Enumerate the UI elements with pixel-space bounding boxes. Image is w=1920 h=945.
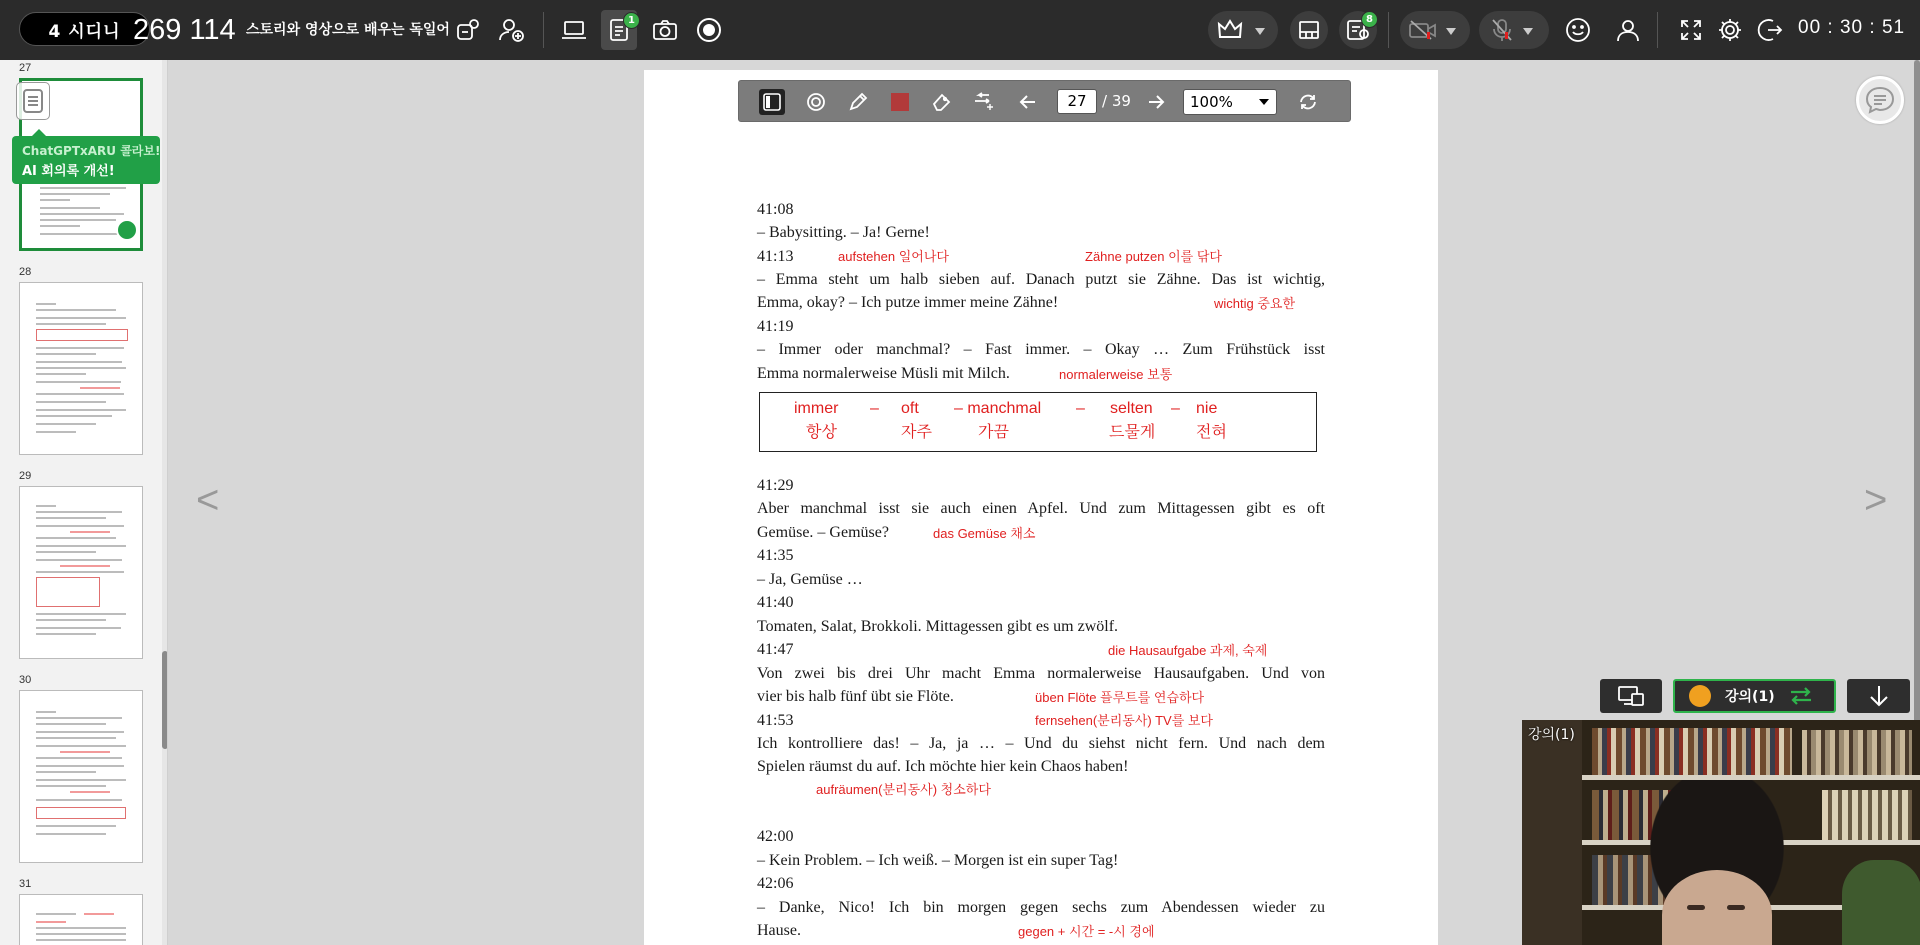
text-line: – Babysitting. – Ja! Gerne!	[757, 224, 930, 241]
attendance-icon[interactable]	[1339, 11, 1377, 49]
thumbnail-number: 31	[19, 878, 32, 890]
plant-image	[1842, 860, 1920, 945]
page-total: / 39	[1102, 92, 1131, 110]
frequency-translation: 자주	[901, 424, 932, 441]
circle-tool-icon[interactable]	[803, 89, 829, 115]
text-line: Emma, okay? – Ich putze immer meine Zähne!	[757, 294, 1059, 311]
timestamp: 41:19	[757, 318, 794, 335]
top-bar	[0, 0, 1920, 60]
timestamp: 41:35	[757, 547, 794, 564]
timestamp: 41:47	[757, 641, 794, 658]
annotation: wichtig 중요한	[1214, 296, 1296, 311]
annotation: Zähne putzen 이를 닦다	[1085, 249, 1222, 264]
camera-icon[interactable]	[650, 10, 680, 50]
chevron-down-icon	[1523, 21, 1533, 40]
document-icon[interactable]	[601, 10, 637, 50]
frequency-word: selten	[1110, 400, 1153, 417]
text-line: Aber manchmal isst sie auch einen Apfel. Und zum Mittagessen gibt es oft	[757, 500, 1325, 517]
layout-icon[interactable]	[1290, 11, 1328, 49]
video-feed[interactable]	[1522, 720, 1920, 945]
chat-icon[interactable]	[1856, 76, 1904, 124]
thumbnail-number: 27	[19, 62, 32, 74]
thumbnail-page-29[interactable]	[19, 486, 143, 659]
frequency-word: –	[1171, 400, 1180, 417]
person-eye	[1727, 905, 1745, 910]
text-line: Ich kontrolliere das! – Ja, ja … – Und du siehst nicht fern. Und nach dem	[757, 735, 1325, 752]
promo-line-1: ChatGPTxARU 콜라보!	[22, 144, 161, 158]
swap-icon	[1789, 686, 1813, 706]
text-line: Gemüse. – Gemüse?	[757, 524, 889, 541]
text-line: – Emma steht um halb sieben auf. Danach putzt sie Zähne. Das ist wichtig,	[757, 271, 1325, 288]
timestamp: 41:40	[757, 594, 794, 611]
text-line: Tomaten, Salat, Brokkoli. Mittagessen gibt es um zwölf.	[757, 618, 1119, 635]
lecture-participants-button[interactable]	[1673, 679, 1836, 713]
frequency-word: – manchmal	[954, 400, 1042, 417]
text-line: Emma normalerweise Müsli mit Milch.	[757, 365, 1010, 382]
profile-icon[interactable]	[1613, 10, 1643, 50]
frequency-word: –	[1076, 400, 1085, 417]
screen-mode-button[interactable]	[1600, 679, 1662, 713]
timestamp: 41:53	[757, 712, 794, 729]
frequency-word: oft	[901, 400, 919, 417]
record-icon[interactable]	[694, 10, 724, 50]
books-row	[1822, 790, 1912, 840]
page-scrollbar-thumb[interactable]	[1914, 60, 1920, 750]
ai-minutes-promo[interactable]	[12, 136, 160, 184]
refresh-icon[interactable]	[1295, 89, 1321, 115]
frequency-word: immer	[794, 400, 839, 417]
frequency-translation: 전혀	[1196, 424, 1227, 441]
app-logo: 4 시디니	[19, 12, 150, 46]
chevron-down-icon	[1255, 21, 1265, 40]
annotation: aufräumen(분리동사) 청소하다	[816, 782, 991, 797]
text-line: – Kein Problem. – Ich weiß. – Morgen ist ein super Tag!	[757, 852, 1119, 869]
add-user-icon[interactable]	[497, 10, 527, 50]
divider	[543, 12, 544, 48]
frequency-translation: 드물게	[1109, 424, 1156, 441]
text-line: – Danke, Nico! Ich bin morgen gegen sechs zum Abendessen wieder zu	[757, 899, 1325, 916]
prev-page-arrow[interactable]: <	[196, 478, 220, 522]
timestamp: 42:06	[757, 875, 794, 892]
thumbnail-number: 28	[19, 266, 32, 278]
thumbnail-scrollbar[interactable]	[162, 60, 168, 945]
screen-share-icon[interactable]	[559, 10, 589, 50]
settings-icon[interactable]	[1715, 10, 1745, 50]
thumbnail-number: 29	[19, 470, 32, 482]
sidebar-toggle-icon[interactable]	[759, 89, 785, 115]
text-line: Von zwei bis drei Uhr macht Emma normalerweise Hausaufgaben. Und von	[757, 665, 1325, 682]
share-document-icon[interactable]	[453, 10, 483, 50]
collapse-video-button[interactable]	[1847, 679, 1910, 713]
promo-line-2: AI 회의록 개선!	[22, 164, 115, 179]
books-row	[1592, 728, 1792, 775]
thumbnail-page-28[interactable]	[19, 282, 143, 455]
frequency-translation: 가끔	[978, 424, 1009, 441]
eraser-icon[interactable]	[929, 89, 955, 115]
emoji-icon[interactable]	[1563, 10, 1593, 50]
annotation: fernsehen(분리동사) TV를 보다	[1035, 713, 1213, 728]
pdf-toolbar	[738, 80, 1351, 122]
annotation: das Gemüse 채소	[933, 526, 1036, 541]
mic-toggle[interactable]	[1479, 11, 1549, 49]
chevron-down-icon	[1446, 21, 1456, 40]
timestamp: 42:00	[757, 828, 794, 845]
text-line: Hause.	[757, 922, 801, 939]
frequency-translation: 항상	[806, 424, 837, 441]
books-row	[1802, 730, 1912, 775]
text-line: vier bis halb fünf übt sie Flöte.	[757, 688, 954, 705]
color-swatch-icon[interactable]	[887, 89, 913, 115]
next-page-arrow[interactable]: >	[1864, 478, 1888, 522]
camera-toggle[interactable]	[1400, 11, 1470, 49]
crown-menu[interactable]	[1208, 11, 1278, 49]
timestamp: 41:08	[757, 201, 794, 218]
next-page-icon[interactable]	[1143, 89, 1169, 115]
timestamp: 41:29	[757, 477, 794, 494]
thumbnail-page-30[interactable]	[19, 690, 143, 863]
prev-page-icon[interactable]	[1015, 89, 1041, 115]
monitor-icon	[1617, 685, 1645, 707]
pen-icon[interactable]	[845, 89, 871, 115]
zoom-select[interactable]: 100%	[1183, 89, 1277, 115]
crown-icon	[1217, 19, 1243, 41]
timestamp: 41:13	[757, 248, 794, 265]
room-title: 스토리와 영상으로 배우는 독일어	[246, 22, 450, 38]
thumbnail-panel	[0, 60, 168, 945]
thumbnail-page-31[interactable]	[19, 894, 143, 945]
camera-off-icon	[1408, 19, 1438, 41]
annotation: die Hausaufgabe 과제, 숙제	[1108, 643, 1268, 658]
mic-off-icon	[1491, 18, 1513, 42]
divider	[1388, 12, 1389, 48]
room-id: 269 114	[133, 14, 236, 46]
fullscreen-icon[interactable]	[1676, 10, 1706, 50]
person-eye	[1687, 905, 1705, 910]
menu-icon[interactable]	[16, 82, 50, 120]
session-timer: 00 : 30 : 51	[1798, 17, 1906, 38]
thumbnail-scrollbar-thumb[interactable]	[162, 651, 168, 749]
document-badge: 1	[623, 12, 640, 29]
annotation: normalerweise 보통	[1059, 367, 1173, 382]
annotation: aufstehen 일어나다	[838, 249, 949, 264]
frequency-word: –	[870, 400, 879, 417]
frequency-word: nie	[1196, 400, 1218, 417]
text-line: Spielen räumst du auf. Ich möchte hier kein Chaos haben!	[757, 758, 1129, 775]
undo-icon[interactable]	[971, 89, 997, 115]
divider	[1657, 12, 1658, 48]
text-line: – Ja, Gemüse …	[757, 571, 863, 588]
attendance-badge: 8	[1361, 11, 1378, 28]
text-line: – Immer oder manchmal? – Fast immer. – Okay … Zum Frühstück isst	[757, 341, 1325, 358]
page-number-input[interactable]: 27	[1057, 89, 1097, 114]
video-label: 강의(1)	[1528, 727, 1575, 743]
thumbnail-number: 30	[19, 674, 32, 686]
lecture-label: 강의(1)	[1725, 689, 1775, 705]
annotation: gegen + 시간 = -시 경에	[1018, 924, 1155, 939]
exit-icon[interactable]	[1755, 10, 1785, 50]
chat-bubble-icon	[116, 219, 138, 241]
arrow-down-icon	[1868, 684, 1890, 708]
annotation: üben Flöte 플루트를 연습하다	[1035, 690, 1205, 705]
avatar	[1689, 685, 1711, 707]
frequency-table	[759, 392, 1317, 452]
